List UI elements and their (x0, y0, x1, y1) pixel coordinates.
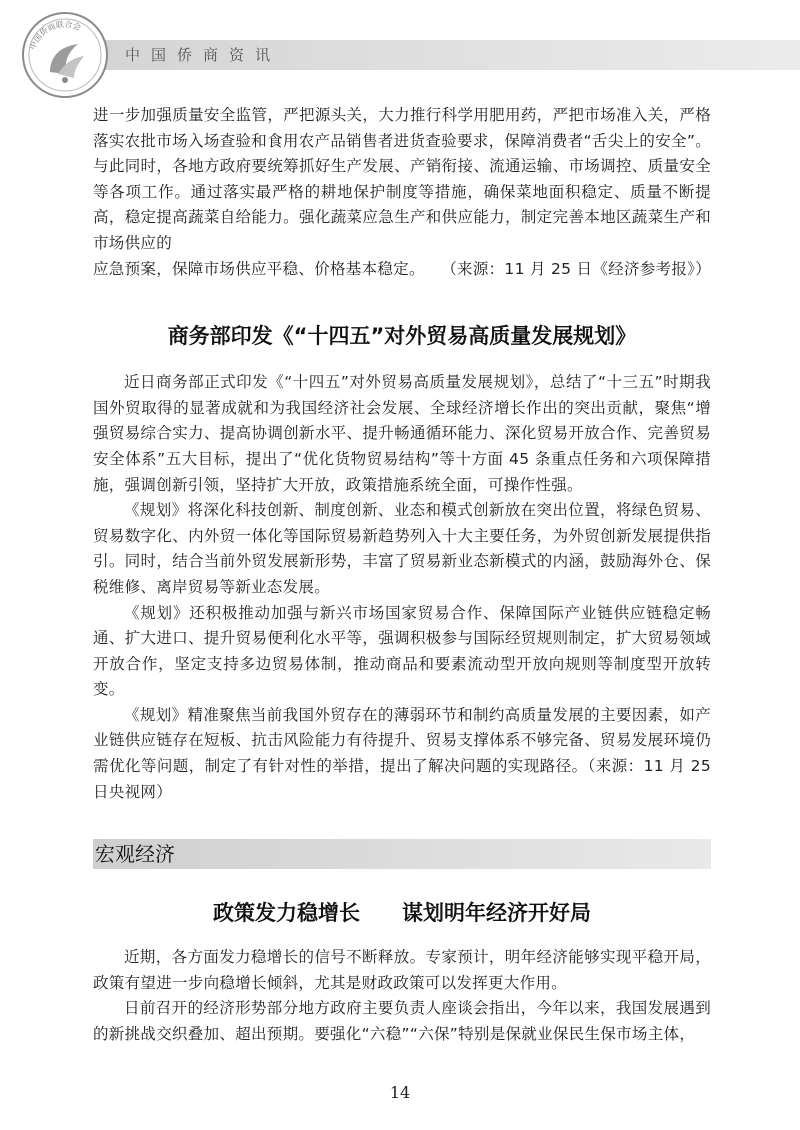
article1-paragraph-2: 《规划》将深化科技创新、制度创新、业态和模式创新放在突出位置，将绿色贸易、贸易数字化、内外贸一体化等国际贸易新趋势列入十大主要任务，为外贸创新发展提供指引。同时，结合当前外贸发展新形势，丰富了贸易新业态新模式的内涵，鼓励海外仓、保税维修、离岸贸易等新业态发展。 (93, 501, 711, 596)
continued-paragraph: 进一步加强质量安全监管，严把源头关，大力推行科学用肥用药，严把市场准入关，严格落实农批市场入场查验和食用农产品销售者进货查验要求，保障消费者“舌尖上的安全”。与此同时，各地方政府要统筹抓好生产发展、产销衔接、流通运输、市场调控、质量安全等各项工作。通过落实最严格的耕地保护制度等措施，确保菜地面积稳定、质量不断提高，稳定提高蔬菜自给能力。强化蔬菜应急生产和供应能力，制定完善本地区蔬菜生产和市场供应的 (93, 106, 711, 252)
continued-last-line (93, 257, 711, 283)
page-number: 14 (389, 1083, 411, 1102)
article1-paragraph-1: 近日商务部正式印发《“十四五”对外贸易高质量发展规划》，总结了“十三五”时期我国外贸取得的显著成就和为我国经济社会发展、全球经济增长作出的突出贡献，聚焦“增强贸易综合实力、提高协调创新水平、提升畅通循环能力、深化贸易开放合作、完善贸易安全体系”五大目标，提出了“优化货物贸易结构”等十方面 45 条重点任务和六项保障措施，强调创新引领，坚持扩大开放，政策措施系统全面，可操作性强。 (93, 373, 711, 494)
section-label: 宏观经济 (95, 842, 175, 867)
article2-paragraph-1: 近期，各方面发力稳增长的信号不断释放。专家预计，明年经济能够实现平稳开局，政策有望进一步向稳增长倾斜，尤其是财政政策可以发挥更大作用。 (93, 948, 711, 992)
article1-title: 商务部印发《“十四五”对外贸易高质量发展规划》 (167, 324, 637, 349)
page-content (93, 103, 711, 1048)
org-logo (20, 10, 110, 100)
section-bar (93, 839, 711, 869)
article2-title: 政策发力稳增长 谋划明年经济开好局 (213, 901, 591, 926)
continued-last-text: 应急预案，保障市场供应平稳、价格基本稳定。 (93, 259, 425, 278)
article1-paragraph-3: 《规划》还积极推动加强与新兴市场国家贸易合作、保障国际产业链供应链稳定畅通、扩大进口、提升贸易便利化水平等，强调积极参与国际经贸规则制定，扩大贸易领域开放合作，坚定支持多边贸易体制，推动商品和要素流动型开放向规则等制度型开放转变。 (93, 603, 711, 699)
header-title: 中国侨商资讯 (125, 46, 282, 64)
article1-paragraph-4: 《规划》精准聚焦当前我国外贸存在的薄弱环节和制约高质量发展的主要因素，如产业链供应链存在短板、抗击风险能力有待提升、贸易支撑体系不够完备、贸易发展环境仍需优化等问题，制定了有针对性的举措，提出了解决问题的实现路径。（来源：11 月 25 日央视网） (93, 705, 711, 801)
logo-ring-text: 中国侨商联合会 (28, 19, 83, 51)
continued-source: （来源：11 月 25 日《经济参考报》） (441, 259, 711, 278)
article2-paragraph-2: 日前召开的经济形势部分地方政府主要负责人座谈会指出，今年以来，我国发展遇到的新挑战交织叠加、超出预期。要强化“六稳”“六保”特别是保就业保民生保市场主体， (93, 999, 711, 1044)
